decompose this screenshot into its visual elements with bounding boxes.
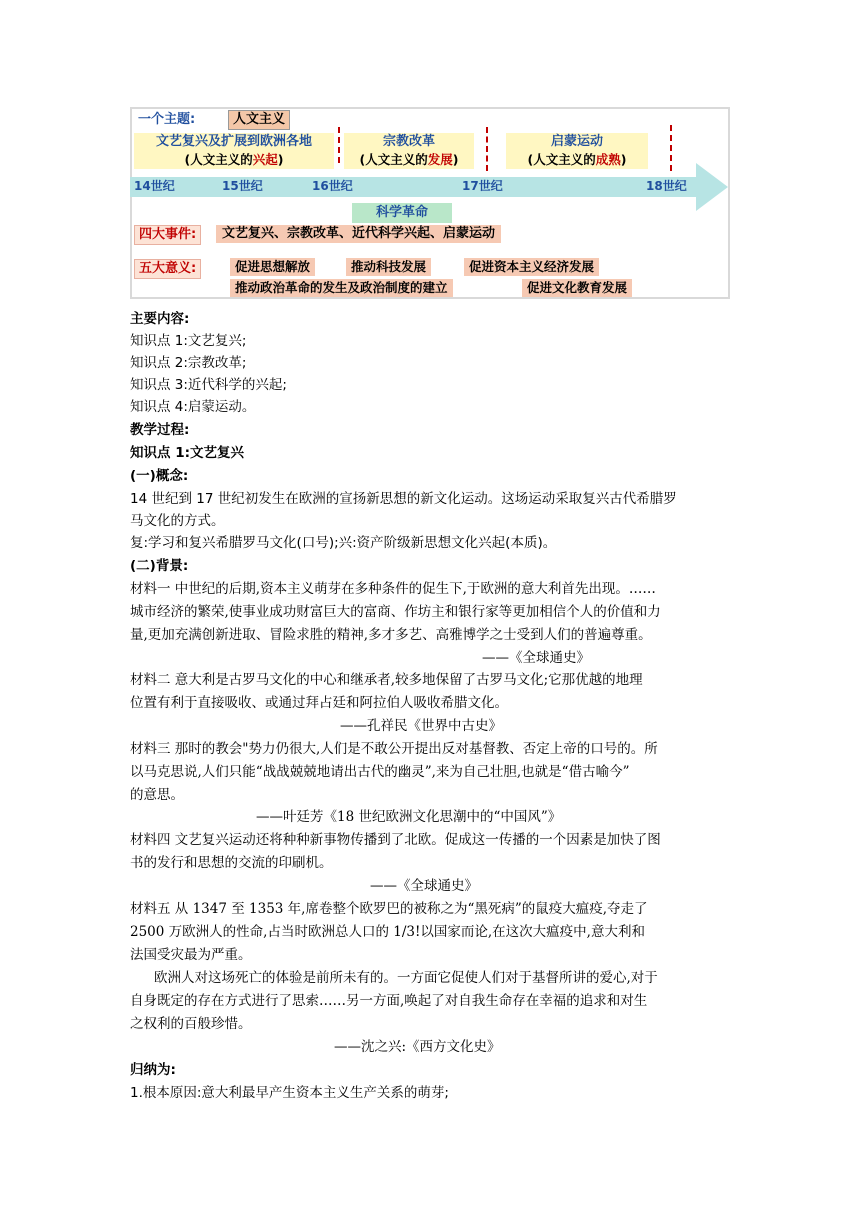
stage-enlightenment-title: 启蒙运动 — [550, 134, 603, 149]
events-label: 四大事件: — [134, 225, 201, 245]
concept-heading: (一)概念: — [130, 468, 189, 484]
summary-heading: 归纳为: — [130, 1062, 176, 1078]
material-2-line: 材料二 意大利是古罗马文化的中心和继承者,较多地保留了古罗马文化;它那优越的地理 — [130, 672, 643, 688]
concept-line: 复:学习和复兴希腊罗马文化(口号);兴:资产阶级新思想文化兴起(本质)。 — [130, 535, 557, 551]
material-1-source: ——《全球通史》 — [482, 650, 590, 666]
summary-item-1: 1.根本原因:意大利最早产生资本主义生产关系的萌芽; — [130, 1085, 449, 1101]
material-4-source: ——《全球通史》 — [370, 878, 478, 894]
concept-line: 14 世纪到 17 世纪初发生在欧洲的宣扬新思想的新文化运动。这场运动采取复兴古代希腊罗 — [130, 491, 677, 507]
stage-sub-pre: (人文主义的 — [184, 152, 253, 167]
background-heading: (二)背景: — [130, 558, 189, 574]
year-15c: 15世纪 — [222, 179, 263, 193]
material-5-line: 自身既定的存在方式进行了思索……另一方面,唤起了对自我生命存在幸福的追求和对生 — [130, 993, 648, 1009]
year-14c: 14世纪 — [134, 179, 175, 193]
significance-item: 推动科技发展 — [346, 258, 431, 276]
stage-sub-post: ) — [620, 152, 627, 167]
material-4-line: 书的发行和思想的交流的印刷机。 — [130, 855, 333, 871]
material-3-line: 的意思。 — [130, 787, 184, 803]
teaching-process-heading: 教学过程: — [130, 422, 190, 438]
stage-sub-pre: (人文主义的 — [359, 152, 428, 167]
significance-item: 促进资本主义经济发展 — [464, 258, 599, 276]
stage-sub-post: ) — [452, 152, 459, 167]
main-content-heading: 主要内容: — [130, 311, 190, 327]
stage-reformation-title: 宗教改革 — [382, 134, 435, 149]
theme-value: 人文主义 — [228, 110, 290, 130]
material-2-line: 位置有利于直接吸收、或通过拜占廷和阿拉伯人吸收希腊文化。 — [130, 695, 508, 711]
material-3-line: 材料三 那时的教会"势力仍很大,人们是不敢公开提出反对基督教、否定上帝的口号的。所 — [130, 741, 658, 757]
humanism-timeline-diagram — [130, 107, 730, 299]
material-1-line: 城市经济的繁荣,使事业成功财富巨大的富商、作坊主和银行家等更加相信个人的价值和力 — [130, 604, 661, 620]
year-18c: 18世纪 — [646, 179, 687, 193]
material-5-line: 法国受灾最为严重。 — [130, 947, 252, 963]
stage-sub-highlight: 兴起 — [252, 152, 278, 167]
significance-item: 推动政治革命的发生及政治制度的建立 — [230, 279, 453, 297]
stage-sub-highlight: 成熟 — [595, 152, 621, 167]
material-1-line: 材料一 中世纪的后期,资本主义萌芽在多种条件的促生下,于欧洲的意大利首先出现。…… — [130, 581, 656, 597]
knowledge-point-3: 知识点 3:近代科学的兴起; — [130, 377, 287, 393]
material-5-line: 2500 万欧洲人的性命,占当时欧洲总人口的 1/3!以国家而论,在这次大瘟疫中,意大利和 — [130, 924, 645, 940]
concept-line: 马文化的方式。 — [130, 513, 225, 529]
material-3-line: 以马克思说,人们只能“战战兢兢地请出古代的幽灵”,来为自己壮胆,也就是“借古喻今” — [130, 764, 630, 780]
theme-label: 一个主题: — [138, 112, 196, 127]
science-revolution-label: 科学革命 — [352, 203, 452, 223]
stage-renaissance-title: 文艺复兴及扩展到欧洲各地 — [155, 134, 312, 149]
material-3-source: ——叶廷芳《18 世纪欧洲文化思潮中的“中国风”》 — [256, 809, 562, 825]
material-5-line: 欧洲人对这场死亡的体验是前所未有的。一方面它促使人们对于基督所讲的爱心,对于 — [154, 970, 658, 986]
material-1-line: 量,更加充满创新进取、冒险求胜的精神,多才多艺、高雅博学之士受到人们的普遍尊重。 — [130, 627, 652, 643]
events-value: 文艺复兴、宗教改革、近代科学兴起、启蒙运动 — [216, 225, 501, 243]
material-2-source: ——孔祥民《世界中古史》 — [340, 718, 502, 734]
stage-sub-post: ) — [277, 152, 284, 167]
significance-label: 五大意义: — [134, 259, 201, 279]
year-17c: 17世纪 — [462, 179, 503, 193]
stage-sub-pre: (人文主义的 — [527, 152, 596, 167]
stage-divider — [338, 127, 340, 163]
material-5-line: 材料五 从 1347 至 1353 年,席卷整个欧罗巴的被称之为“黑死病”的鼠疫大瘟疫,夺走了 — [130, 901, 648, 917]
material-5-line: 之权利的百般珍惜。 — [130, 1016, 252, 1032]
significance-item: 促进思想解放 — [230, 258, 315, 276]
stage-sub-highlight: 发展 — [427, 152, 453, 167]
knowledge-point-2: 知识点 2:宗教改革; — [130, 355, 247, 371]
year-16c: 16世纪 — [312, 179, 353, 193]
knowledge-point-1: 知识点 1:文艺复兴; — [130, 333, 247, 349]
material-5-source: ——沈之兴:《西方文化史》 — [334, 1039, 501, 1055]
significance-item: 促进文化教育发展 — [522, 279, 632, 297]
knowledge-point-4: 知识点 4:启蒙运动。 — [130, 399, 256, 415]
material-4-line: 材料四 文艺复兴运动还将种种新事物传播到了北欧。促成这一传播的一个因素是加快了图 — [130, 832, 661, 848]
kp1-title: 知识点 1:文艺复兴 — [130, 445, 244, 461]
